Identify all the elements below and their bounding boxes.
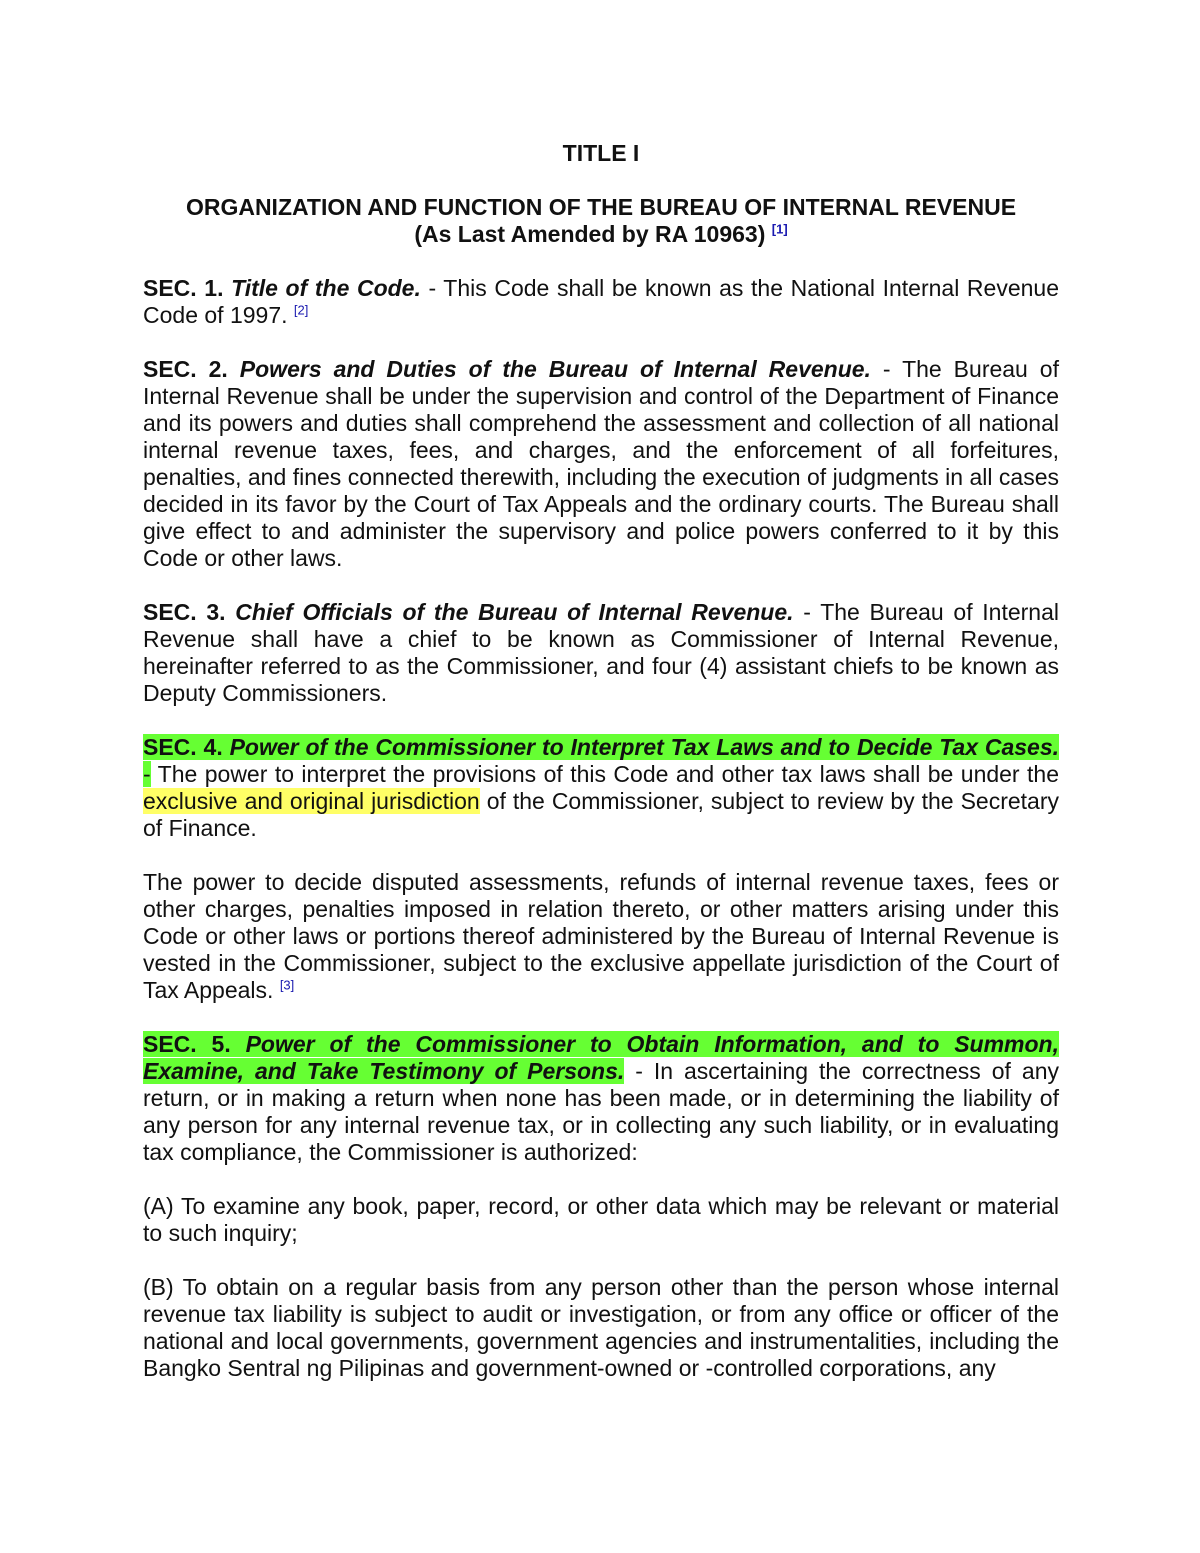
section-3	[143, 599, 1059, 707]
document-title: TITLE I	[562, 140, 640, 166]
section-5-text: - In ascertaining the correctness of any return, or in making a return when none has been made, or in determining the liability of any person for any internal revenue tax, or in collecting any such liability, or in evaluating tax compliance, the Commissioner is authorized:	[143, 1058, 1059, 1165]
section-4-para2-text: The power to decide disputed assessments, refunds of internal revenue taxes, fees or other charges, penalties imposed in relation thereto, or other matters arising under this Code or other laws or portions thereof administered by the Bureau of Internal Revenue is vested in the Commissioner, subject to the exclusive appellate jurisdiction of the Court of Tax Appeals.	[143, 869, 1059, 1003]
section-4-text-b: of the Commissioner, subject to review by the Secretary of Finance.	[143, 788, 1059, 841]
document-subheading	[143, 221, 1059, 248]
section-1-title: Title of the Code.	[231, 275, 421, 301]
section-3-title: Chief Officials of the Bureau of Internal Revenue.	[235, 599, 794, 625]
section-1	[143, 275, 1059, 329]
section-4-dash: -	[143, 761, 151, 787]
section-1-number: SEC. 1.	[143, 275, 224, 301]
section-5-item-b: (B) To obtain on a regular basis from any person other than the person whose internal revenue tax liability is subject to audit or investigation, or from any office or officer of the national and local governments, government agencies and instrumentalities, including the Bangko Sentral ng Pilipinas and government-owned or -controlled corporations, any	[143, 1274, 1059, 1381]
section-5-number: SEC. 5.	[143, 1031, 231, 1057]
section-4	[143, 734, 1059, 842]
section-4-text-a: The power to interpret the provisions of this Code and other tax laws shall be under the	[150, 761, 1059, 787]
document-heading: ORGANIZATION AND FUNCTION OF THE BUREAU OF INTERNAL REVENUE	[185, 194, 1017, 220]
section-3-text: - The Bureau of Internal Revenue shall have a chief to be known as Commissioner of Internal Revenue, hereinafter referred to as the Commissioner, and four (4) assistant chiefs to be known as Deputy Commissioners.	[143, 599, 1059, 706]
section-4-title: Power of the Commissioner to Interpret Tax Laws and to Decide Tax Cases.	[229, 734, 1060, 760]
section-5	[143, 1031, 1059, 1166]
footnote-link-3[interactable]: [3]	[279, 977, 295, 993]
section-2-title: Powers and Duties of the Bureau of Internal Revenue.	[239, 356, 871, 382]
section-5-item-a: (A) To examine any book, paper, record, or other data which may be relevant or material to such inquiry;	[143, 1193, 1059, 1246]
section-3-number: SEC. 3.	[143, 599, 226, 625]
subheading-text: (As Last Amended by RA 10963)	[414, 221, 766, 247]
section-4-number: SEC. 4.	[143, 734, 223, 760]
document-page	[143, 140, 1059, 1382]
section-5-title: Power of the Commissioner to Obtain Information, and to Summon, Examine, and Take Testimony of Persons.	[143, 1031, 1059, 1084]
footnote-link-1[interactable]: [1]	[771, 221, 788, 237]
section-1-text: - This Code shall be known as the National Internal Revenue Code of 1997.	[143, 275, 1059, 328]
section-4-paragraph-2	[143, 869, 1059, 1004]
section-4-highlight: exclusive and original jurisdiction	[143, 788, 480, 814]
section-2-number: SEC. 2.	[143, 356, 228, 382]
footnote-link-2[interactable]: [2]	[293, 302, 309, 318]
section-2	[143, 356, 1059, 572]
section-2-text: - The Bureau of Internal Revenue shall be under the supervision and control of the Department of Finance and its powers and duties shall comprehend the assessment and collection of all national internal revenue taxes, fees, and charges, and the enforcement of all forfeitures, penalties, and fines connected therewith, including the execution of judgments in all cases decided in its favor by the Court of Tax Appeals and the ordinary courts. The Bureau shall give effect to and administer the supervisory and police powers conferred to it by this Code or other laws.	[143, 356, 1059, 571]
